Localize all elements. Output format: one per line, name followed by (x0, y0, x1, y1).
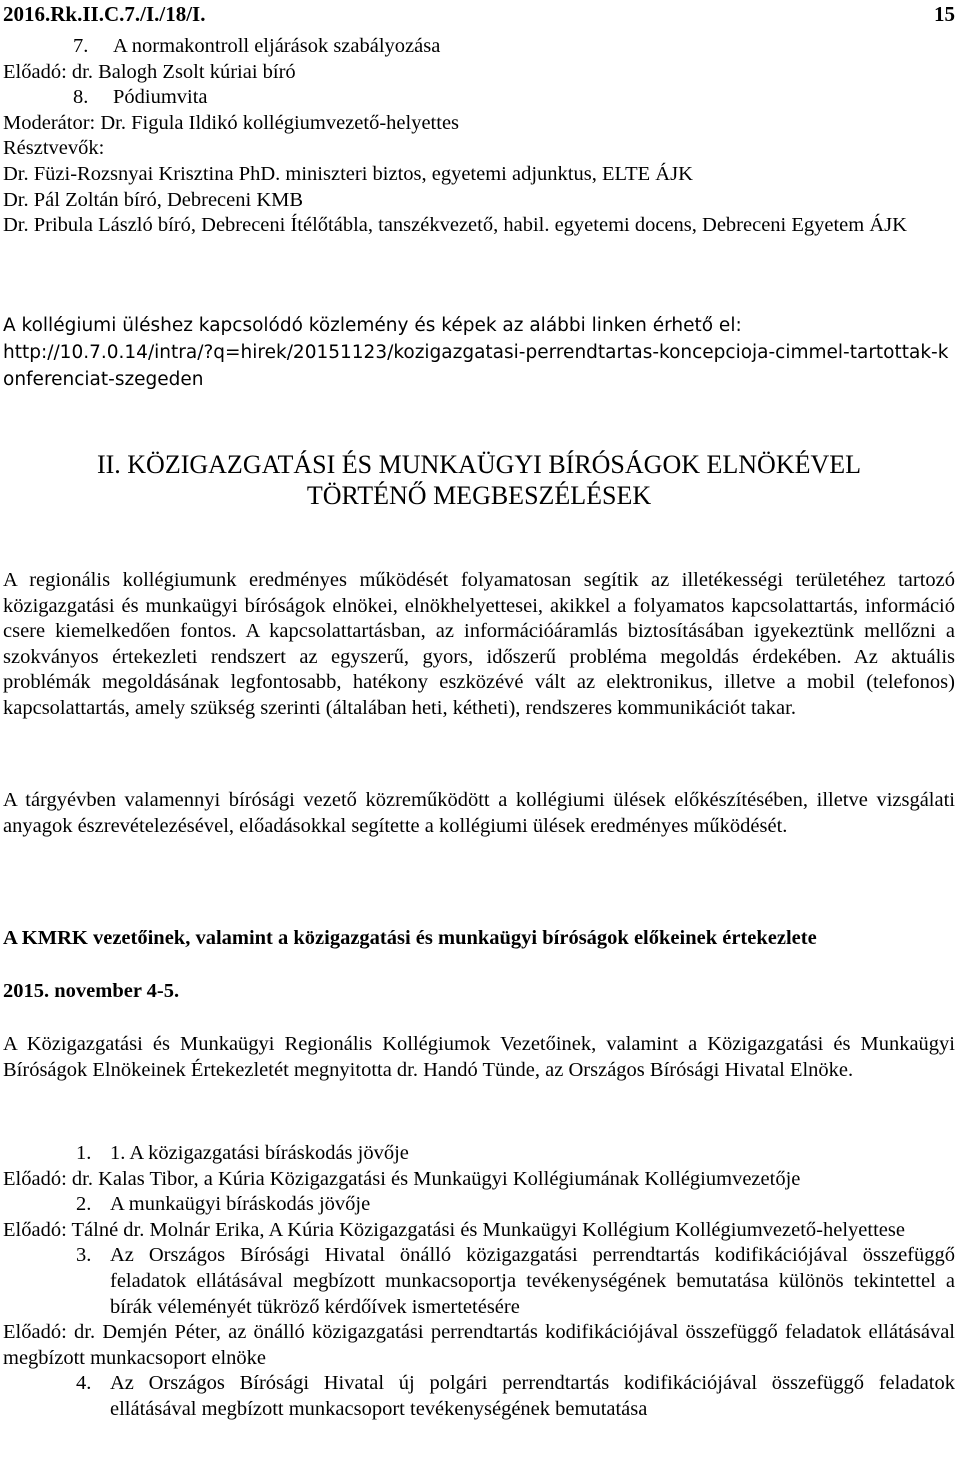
agenda-item-2: 2. A munkaügyi bíráskodás jövője (76, 1193, 371, 1216)
link-intro: A kollégiumi üléshez kapcsolódó közlemény és képek az alábbi linken érhető el: (3, 315, 742, 336)
meeting-agenda (3, 1141, 955, 1423)
paragraph-1: A regionális kollégiumunk eredményes működését folyamatosan segítik az illetékességi területéhez tartozó közigazgatási és munkaügyi bíróságok elnökei, elnökhelyettesei, akikkel a folyamatos kapcsolattartás, információ csere kiemelkedően fontos. A kapcsolattartásban, az információáramlás biztosításában igyekeztünk mellőzni a szokványos értekezleti rendszert az egyszerű, gyors, időszerű probléma megoldás érdekében. Az aktuális problémák megoldásának legfontosabb, hatékony eszközévé vált az elektronikus, illetve a mobil (telefonos) kapcsolattartás, amely szükség szerinti (általában heti, kétheti), rendszeres kommunikációt takar. (3, 569, 955, 719)
participant-3: Dr. Pribula László bíró, Debreceni Ítélőtábla, tanszékvezető, habil. egyetemi docens, Debreceni Egyetem ÁJK (3, 214, 907, 237)
page-header (3, 2, 955, 28)
link-section (3, 312, 955, 393)
agenda-item-3: 3. Az Országos Bírósági Hivatal önálló közigazgatási perrendtartás kodifikációjával összefüggő feladatok ellátásával megbízott munkacsoportja tevékenységének bemutatása különös tekintettel a bírák véleményét tükröző kérdőívek ismertetésére (76, 1244, 955, 1318)
agenda-item-1: 1. 1. A közigazgatási bíráskodás jövője (76, 1142, 409, 1164)
agenda-item-8: 8. Pódiumvita (73, 86, 208, 109)
document-reference: 2016.Rk.II.C.7./I./18/I. (3, 2, 206, 26)
moderator-line: Moderátor: Dr. Figula Ildikó kollégiumvezető-helyettes (3, 111, 460, 134)
section-title-line-2: TÖRTÉNŐ MEGBESZÉLÉSEK (306, 481, 652, 510)
agenda-item-1-speaker: Előadó: dr. Kalas Tibor, a Kúria Közigazgatási és Munkaügyi Kollégiumának Kollégiumvezetője (3, 1167, 801, 1190)
agenda-item-2-speaker: Előadó: Tálné dr. Molnár Erika, A Kúria Közigazgatási és Munkaügyi Kollégium Kollégiumvezető-helyettese (3, 1218, 905, 1241)
page-number: 15 (934, 2, 955, 26)
participants-label: Résztvevők: (3, 137, 105, 160)
paragraph-3: A Közigazgatási és Munkaügyi Regionális Kollégiumok Vezetőinek, valamint a Közigazgatási és Munkaügyi Bíróságok Elnökeinek Értekezletét megnyitotta dr. Handó Tünde, az Országos Bírósági Hivatal Elnöke. (3, 1033, 955, 1081)
agenda-item-7: 7. A normakontroll eljárások szabályozása (73, 35, 441, 57)
meeting-date: 2015. november 4-5. (3, 980, 180, 1002)
participant-2: Dr. Pál Zoltán bíró, Debreceni KMB (3, 188, 304, 211)
paragraph-2: A tárgyévben valamennyi bírósági vezető közreműködött a kollégiumi ülések előkészítésében, illetve vizsgálati anyagok észrevételezésével, előadásokkal segítette a kollégiumi ülések eredményes működését. (3, 789, 955, 837)
section-title-line-1: II. KÖZIGAZGATÁSI ÉS MUNKAÜGYI BÍRÓSÁGOK ELNÖKÉVEL (96, 450, 862, 479)
agenda-item-4: 4. Az Országos Bírósági Hivatal új polgári perrendtartás kodifikációjával összefüggő feladatok ellátásával megbízott munkacsoport tevékenységének bemutatása (76, 1372, 955, 1420)
participant-1: Dr. Füzi-Rozsnyai Krisztina PhD. miniszteri biztos, egyetemi adjunktus, ELTE ÁJK (3, 162, 693, 185)
meeting-title: A KMRK vezetőinek, valamint a közigazgatási és munkaügyi bíróságok előkeinek értekezlete (3, 927, 817, 949)
intranet-link[interactable]: http://10.7.0.14/intra/?q=hirek/20151123/kozigazgatasi-perrendtartas-koncepcioja-cimmel-tartottak-konferenciat-szegeden (3, 342, 949, 390)
agenda-continuation (3, 34, 955, 239)
agenda-item-3-speaker: Előadó: dr. Demjén Péter, az önálló közigazgatási perrendtartás kodifikációjával összefüggő feladatok ellátásával megbízott munkacsoport elnöke (3, 1321, 955, 1369)
section-title (3, 449, 955, 511)
agenda-item-7-speaker: Előadó: dr. Balogh Zsolt kúriai bíró (3, 60, 296, 83)
